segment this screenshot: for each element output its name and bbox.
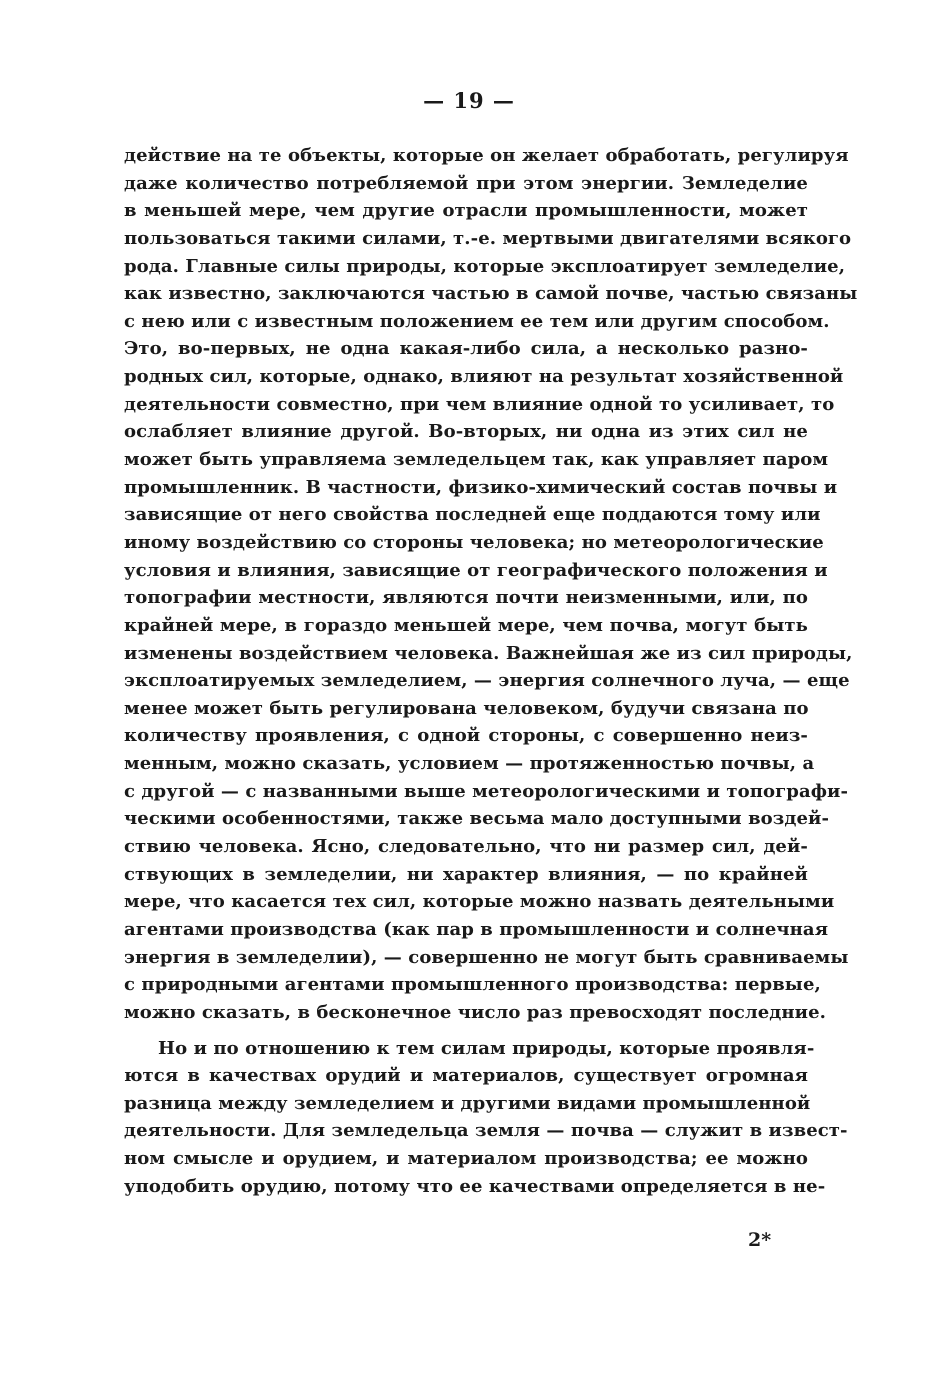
text-line: количеству проявления, с одной стороны, с совершенно неиз- [124,725,808,747]
text-line: можно сказать, в бесконечное число раз превосходят последние. [124,1001,827,1023]
paragraph-gap [124,1027,808,1035]
text-line: крайней мере, в гораздо меньшей мере, чем почва, могут быть [124,614,808,636]
text-line: уподобить орудию, потому что ее качествами определяется в не- [124,1175,826,1197]
text-line: ном смысле и орудием, и материалом производства; ее можно [124,1148,808,1170]
text-line: ствующих в земледелии, ни характер влияния, — по крайней [124,863,808,885]
text-line: рода. Главные силы природы, которые эксплоатирует земледелие, [124,255,846,277]
text-line: с природными агентами промышленного производства: первые, [124,974,821,996]
text-line: ческими особенностями, также весьма мало доступными воздей- [124,808,830,830]
text-line: пользоваться такими силами, т.-е. мертвыми двигателями всякого [124,227,852,249]
text-line: изменены воздействием человека. Важнейшая же из сил природы, [124,642,853,664]
text-line: разница между земледелием и другими видами промышленной [124,1092,811,1114]
text-line: деятельности совместно, при чем влияние одной то усиливает, то [124,393,835,415]
text-line: Но и по отношению к тем силам природы, которые проявля- [158,1037,815,1059]
text-line: с другой — с названными выше метеорологическими и топографи- [124,780,849,802]
text-line: энергия в земледелии), — совершенно не могут быть сравниваемы [124,946,849,968]
page-number: — 19 — [423,88,515,113]
paragraph-2 [124,1035,848,1201]
text-line: как известно, заключаются частью в самой почве, частью связаны [124,283,858,305]
text-line: зависящие от него свойства последней еще поддаются тому или [124,504,821,526]
text-line: деятельности. Для земледельца земля — почва — служит в извест- [124,1120,848,1142]
text-line: условия и влияния, зависящие от географического положения и [124,559,828,581]
text-line: с нею или с известным положением ее тем или другим способом. [124,310,830,332]
text-line: топографии местности, являются почти неизменными, или, по [124,587,808,609]
text-line: в меньшей мере, чем другие отрасли промышленности, может [124,200,808,222]
text-line: менее может быть регулирована человеком, будучи связана по [124,697,809,719]
text-line: иному воздействию со стороны человека; но метеорологические [124,531,824,553]
text-line: действие на те объекты, которые он желает обработать, регулируя [124,145,849,166]
printer-signature-mark: 2* [748,1229,772,1251]
text-line: мере, что касается тех сил, которые можно назвать деятельными [124,891,835,913]
text-line: даже количество потребляемой при этом энергии. Земледелие [124,172,808,194]
text-line: может быть управляема земледельцем так, как управляет паром [124,449,829,471]
text-line: Это, во-первых, не одна какая-либо сила, а несколько разно- [124,338,808,360]
text-line: родных сил, которые, однако, влияют на результат хозяйственной [124,366,844,388]
text-line: ются в качествах орудий и материалов, существует огромная [124,1065,808,1087]
text-line: эксплоатируемых земледелием, — энергия солнечного луча, — еще [124,670,850,692]
text-line: менным, можно сказать, условием — протяженностью почвы, а [124,753,815,775]
body-text [124,142,858,1200]
paragraph-1 [124,142,858,1027]
text-line: ствию человека. Ясно, следовательно, что ни размер сил, дей- [124,836,808,858]
text-line: ослабляет влияние другой. Во-вторых, ни одна из этих сил не [124,421,808,443]
text-line: агентами производства (как пар в промышленности и солнечная [124,918,829,940]
text-line: промышленник. В частности, физико-химический состав почвы и [124,476,838,498]
